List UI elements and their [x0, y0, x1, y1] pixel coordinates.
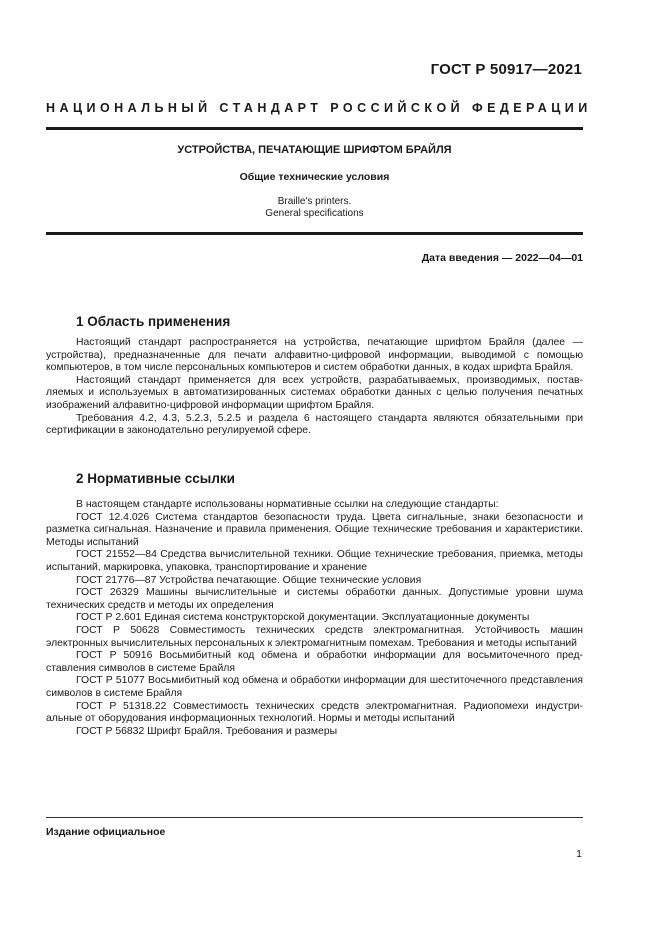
reference-item: ГОСТ Р 50628 Совместимость технических средств электромагнитная. Устойчивость машин электронных вычислительных персональных к электромагнитным помехам. Требования и методы испытаний [46, 624, 583, 649]
reference-item: ГОСТ 21776—87 Устройства печатающие. Общие технические условия [76, 574, 422, 586]
title-divider [46, 232, 583, 235]
reference-item: ГОСТ 21552—84 Средства вычислительной техники. Общие технические требования, приемка, методы испытаний, маркировка, упаковка, транспортирование и хранение [46, 549, 583, 573]
section-1-body [46, 337, 583, 438]
document-title: УСТРОЙСТВА, ПЕЧАТАЮЩИЕ ШРИФТОМ БРАЙЛЯ [177, 144, 452, 156]
section-2-heading: 2 Нормативные ссылки [76, 471, 235, 486]
national-standard-title: НАЦИОНАЛЬНЫЙ СТАНДАРТ РОССИЙСКОЙ ФЕДЕРАЦИИ [46, 101, 592, 115]
paragraph: В настоящем стандарте использованы нормативные ссылки на следующие стандарты: [76, 499, 499, 510]
top-divider [46, 127, 583, 130]
footer-divider [46, 817, 583, 818]
english-title-line1: Braille's printers. [277, 196, 352, 207]
section-1-heading: 1 Область применения [76, 314, 231, 329]
reference-item: ГОСТ Р 51077 Восьмибитный код обмена и обработки информации для шеститочечного представления символов в системе Брайля [46, 675, 583, 699]
official-edition-label: Издание официальное [46, 826, 166, 838]
reference-item: ГОСТ Р 51318.22 Совместимость технических средств электромагнитная. Радиопомехи индустриальные от оборудования информационных технологий. Нормы и методы испытаний [46, 700, 583, 725]
page-number: 1 [576, 848, 582, 860]
introduction-date: Дата введения — 2022—04—01 [421, 252, 583, 264]
paragraph: Настоящий стандарт применяется для всех устройств, разрабатываемых, производимых, поставляемых и используемых в автоматизированных системах обработки данных с целью получения печатных изображений алфавитно-цифровой информации шрифтом Брайля. [46, 374, 583, 411]
document-subtitle: Общие технические условия [239, 171, 390, 183]
reference-item: ГОСТ 12.4.026 Система стандартов безопасности труда. Цвета сигнальные, знаки безопасности и разметка сигнальная. Назначение и правила применения. Общие технические требования и характеристики. Методы испытаний [46, 511, 583, 548]
paragraph: Требования 4.2, 4.3, 5.2.3, 5.2.5 и раздела 6 настоящего стандарта являются обязательными при сертификации в законодательно регулируемой сфере. [46, 412, 583, 437]
section-2-body [46, 499, 583, 738]
standard-number: ГОСТ Р 50917—2021 [430, 61, 582, 78]
english-title-line2: General specifications [265, 208, 364, 219]
reference-item: ГОСТ Р 2.601 Единая система конструкторской документации. Эксплуатационные документы [76, 612, 530, 624]
reference-item: ГОСТ Р 56832 Шрифт Брайля. Требования и размеры [76, 725, 338, 737]
paragraph: Настоящий стандарт распространяется на устройства, печатающие шрифтом Брайля (далее — устройства), предназначенные для печати алфавитно-цифровой информации, выводимой с помощью компьютеров, в том числе персональных компьютеров и систем обработки данных, в кодах шрифта Брайля. [46, 337, 583, 374]
reference-item: ГОСТ 26329 Машины вычислительные и системы обработки данных. Допустимые уровни шума технических средств и методы их определения [46, 587, 583, 611]
reference-item: ГОСТ Р 50916 Восьмибитный код обмена и обработки информации для восьмиточечного представления символов в системе Брайля [46, 650, 583, 674]
